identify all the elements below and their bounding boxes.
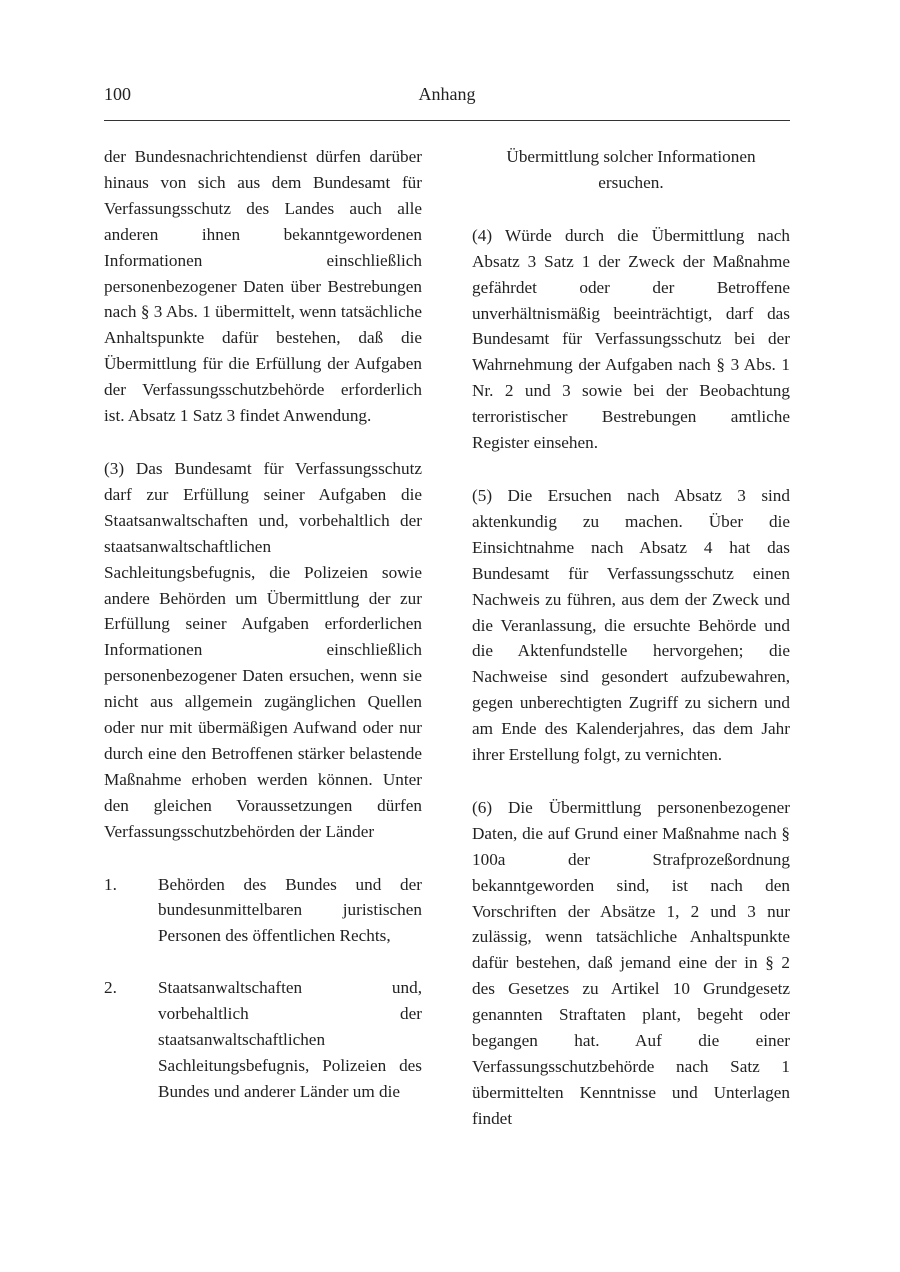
list-item-number: 1. xyxy=(104,874,117,894)
paragraph-4: (4) Würde durch die Übermittlung nach Absatz 3 Satz 1 der Zweck der Maßnahme gefährdet oder der Betroffene unverhältnismäßig beeinträchtigt, darf das Bundesamt für Verfassungsschutz bei der Wahrnehmung der Aufgaben nach § 3 Abs. 1 Nr. 2 und 3 sowie bei der Beobachtung terroristischer Bestrebungen amtliche Register einsehen. xyxy=(472,225,790,453)
list-item-text: Behörden des Bundes und der bundesunmittelbaren juristischen Personen des öffentlichen Rechts, xyxy=(158,874,422,946)
paragraph-continued: der Bundesnachrichtendienst dürfen darüber hinaus von sich aus dem Bundesamt für Verfassungsschutz des Landes auch alle anderen ihnen bekanntgewordenen Informationen einschließlich personenbezogener Daten über Bestrebungen nach § 3 Abs. 1 übermittelt, wenn tatsächliche Anhaltspunkte dafür bestehen, daß die Übermittlung für die Erfüllung der Aufgaben der Verfassungsschutzbehörde erforderlich ist. Absatz 1 Satz 3 findet Anwendung. xyxy=(104,147,422,426)
paragraph-continued: Übermittlung solcher Informationen ersuchen. xyxy=(506,147,756,192)
list-item xyxy=(104,975,422,1105)
paragraph-6: (6) Die Übermittlung personenbezogener Daten, die auf Grund einer Maßnahme nach § 100a der Strafprozeßordnung bekanntgeworden sind, ist nach den Vorschriften der Absätze 1, 2 und 3 nur zulässig, wenn tatsächliche Anhaltspunkte dafür bestehen, daß jemand eine der in § 2 des Gesetzes zu Artikel 10 Grundgesetz genannten Straftaten plant, begeht oder begangen hat. Auf die einer Verfassungsschutzbehörde nach Satz 1 übermittelten Kenntnisse und Unterlagen findet xyxy=(472,797,790,1128)
paragraph-3: (3) Das Bundesamt für Verfassungsschutz darf zur Erfüllung seiner Aufgaben die Staatsanwaltschaften und, vorbehaltlich der staatsanwaltschaftlichen Sachleitungsbefugnis, die Polizeien sowie andere Behörden um Übermittlung der zur Erfüllung seiner Aufgaben erforderlichen Informationen einschließlich personenbezogener Daten ersuchen, wenn sie nicht aus allgemein zugänglichen Quellen oder nur mit übermäßigen Aufwand oder nur durch eine den Betroffenen stärker belastende Maßnahme erhoben werden können. Unter den gleichen Voraussetzungen dürfen Verfassungsschutzbehörden der Länder xyxy=(104,458,422,841)
page-number: 100 xyxy=(104,84,131,104)
left-column xyxy=(104,144,422,1131)
right-column xyxy=(472,144,790,1159)
list-item xyxy=(104,872,422,950)
running-head: Anhang xyxy=(418,84,476,104)
numbered-list xyxy=(104,872,422,1105)
list-item-number: 2. xyxy=(104,978,117,998)
page-header xyxy=(104,80,790,121)
paragraph-5: (5) Die Ersuchen nach Absatz 3 sind aktenkundig zu machen. Über die Einsichtnahme nach Absatz 4 hat das Bundesamt für Verfassungsschutz einen Nachweis zu führen, aus dem der Zweck und die Veranlassung, die ersuchte Behörde und die Aktenfundstelle hervorgehen; die Nachweise sind gesondert aufzubewahren, gegen unberechtigten Zugriff zu sichern und am Ende des Kalenderjahres, das dem Jahr ihrer Erstellung folgt, zu vernichten. xyxy=(472,485,790,765)
list-item-text: Staatsanwaltschaften und, vorbehaltlich der staatsanwaltschaftlichen Sachleitungsbefugnis, Polizeien des Bundes und anderer Länder um die xyxy=(158,978,422,1101)
